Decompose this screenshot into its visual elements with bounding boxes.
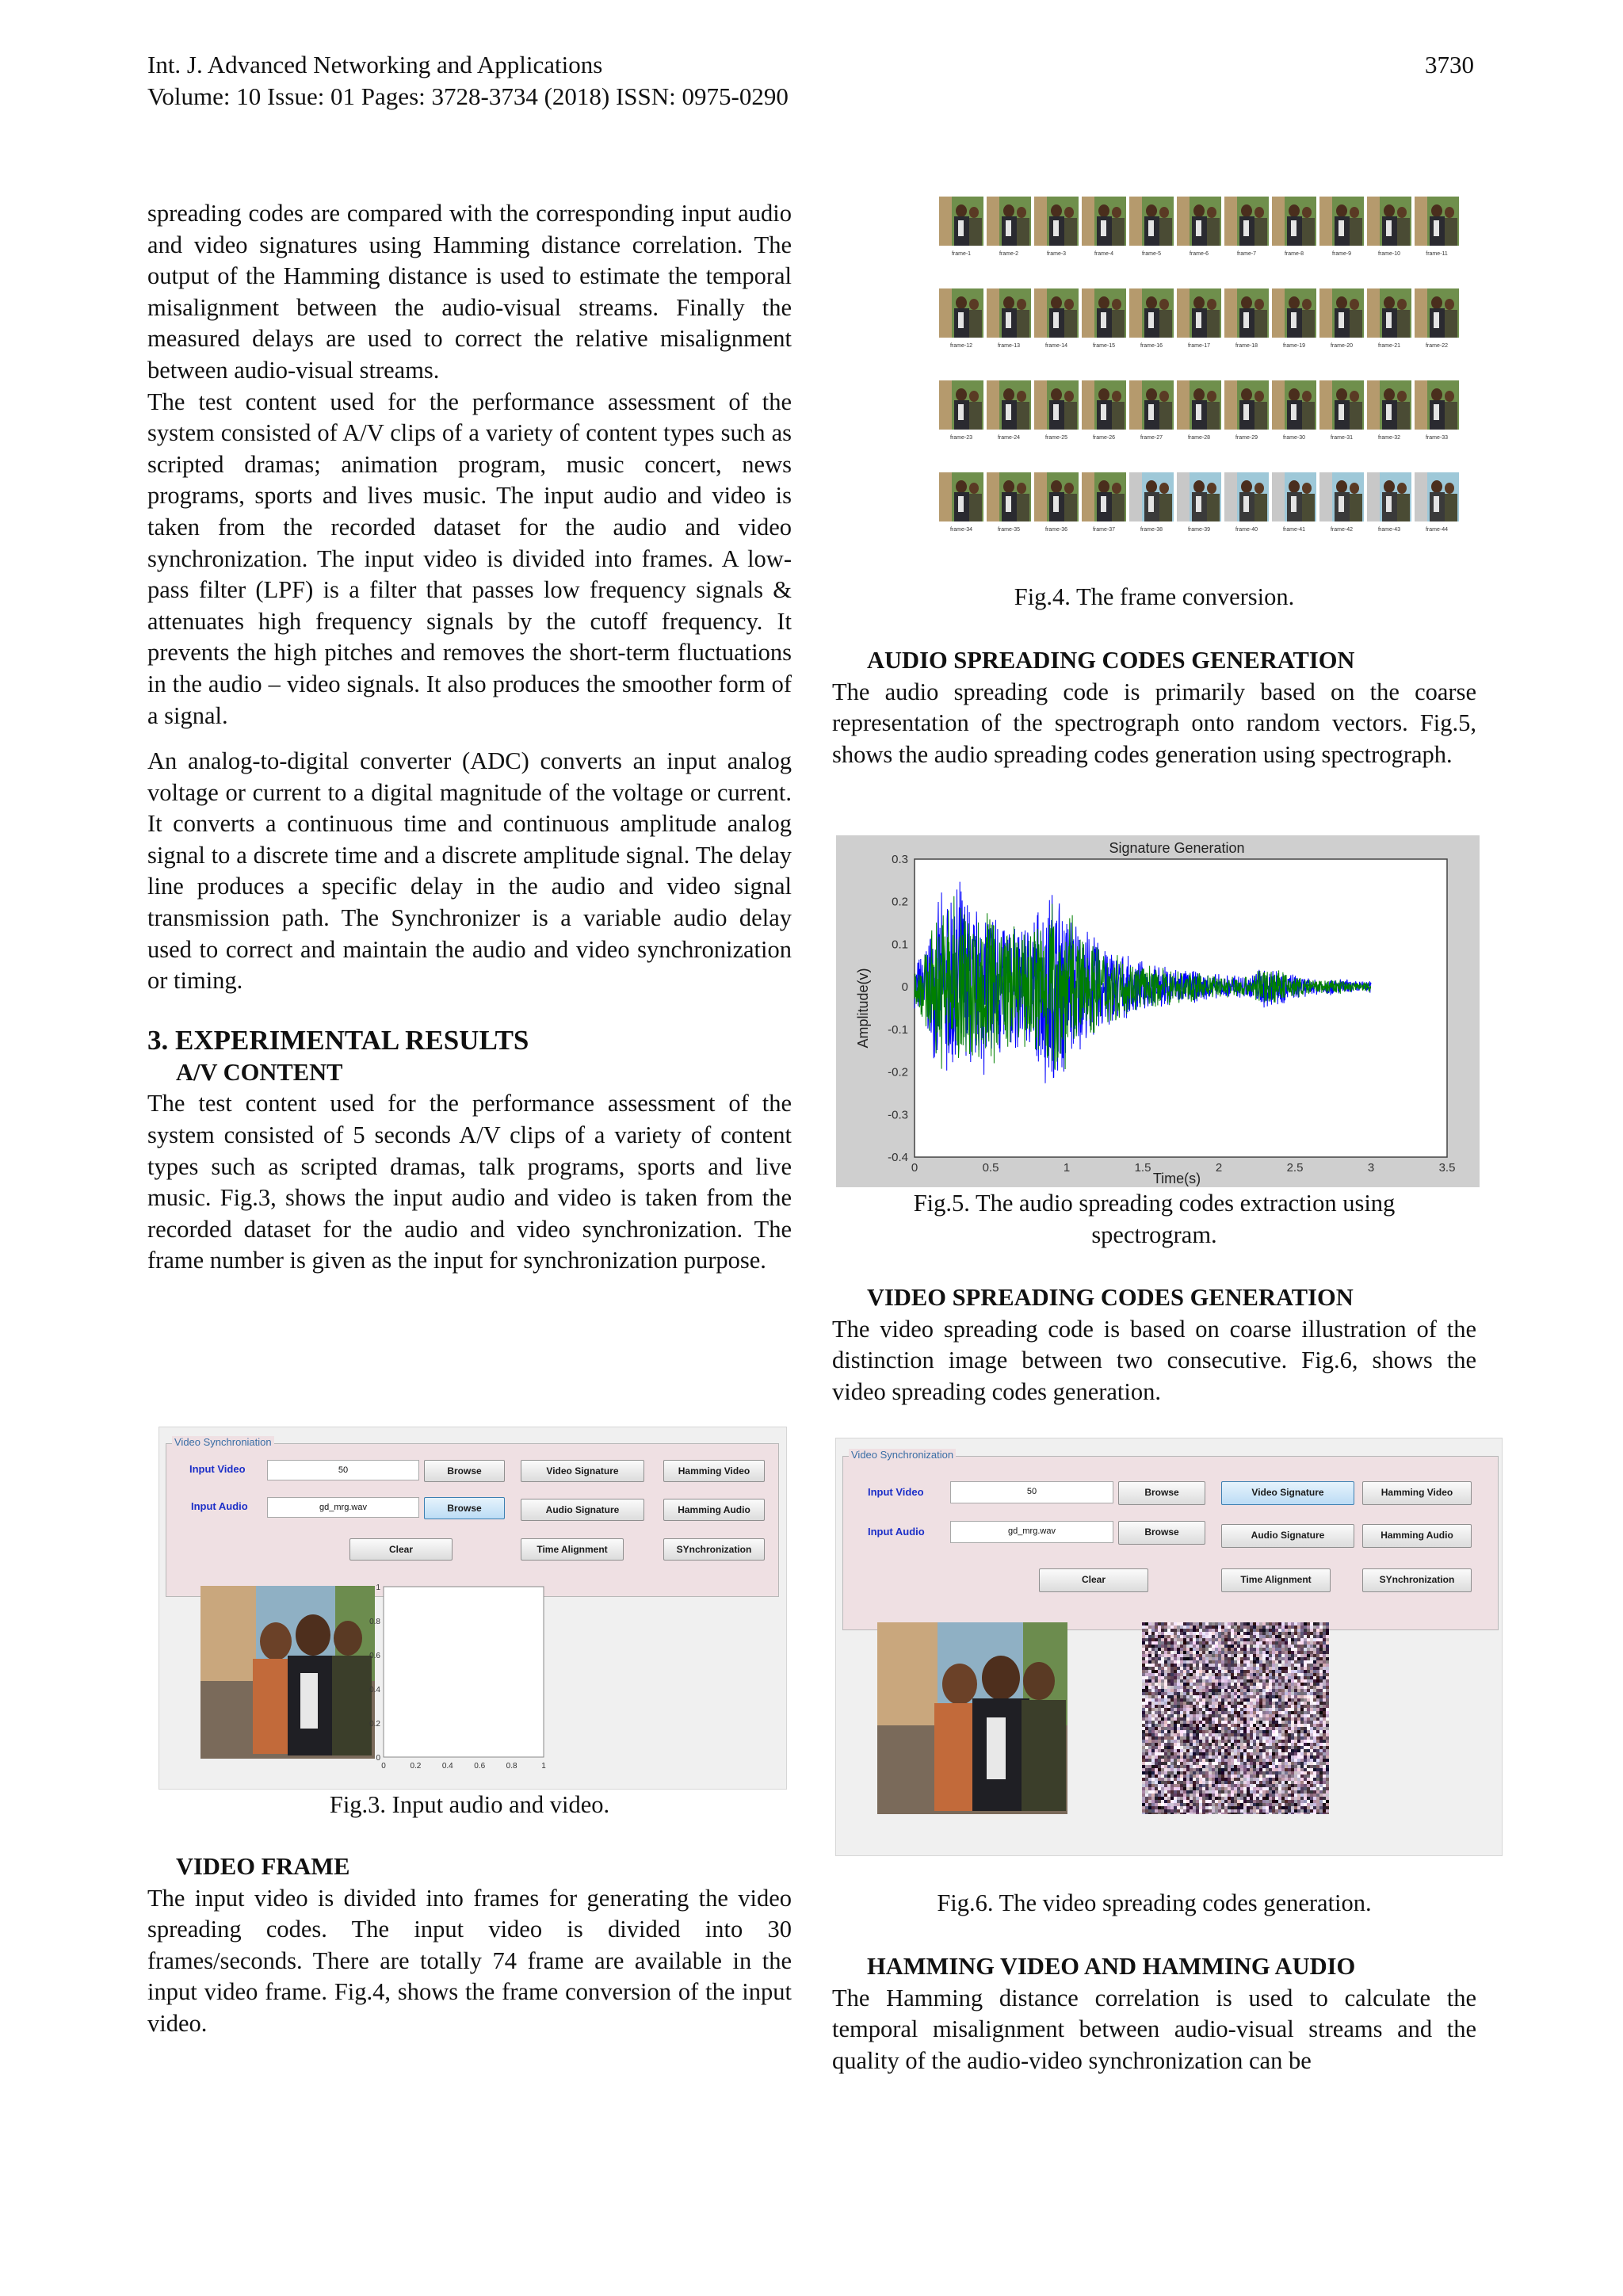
frame-image — [1034, 197, 1079, 246]
frame-label: frame-14 — [1044, 343, 1067, 349]
frame-label: frame-40 — [1235, 527, 1258, 533]
input-video-label: Input Video — [868, 1486, 924, 1498]
video-still-image — [877, 1622, 1067, 1814]
frame-thumbnail — [1224, 288, 1269, 349]
frame-image — [1224, 197, 1269, 246]
frame-image — [1082, 472, 1126, 521]
subsection-heading: A/V CONTENT — [176, 1058, 343, 1086]
frame-thumbnail — [1177, 197, 1221, 257]
frame-image — [1034, 380, 1079, 430]
frame-thumbnail — [1034, 380, 1079, 441]
frame-thumbnail — [1415, 197, 1459, 257]
browse-video-button[interactable]: Browse — [1118, 1481, 1205, 1505]
frame-label: frame-8 — [1284, 251, 1304, 257]
paragraph: The Hamming distance correlation is used to calculate the temporal misalignment between audio-visual streams and the quality of the audio-video synchronization can be — [832, 1984, 1476, 2074]
frame-label: frame-25 — [1044, 435, 1067, 441]
frame-image — [1177, 197, 1221, 246]
y-tick-label: 0.2 — [892, 895, 908, 909]
frame-thumbnail — [1319, 472, 1364, 533]
frame-image — [1034, 472, 1079, 521]
x-tick-label: 2.5 — [1286, 1161, 1304, 1175]
y-tick-label: 0.1 — [892, 938, 908, 952]
y-tick-label: 0.6 — [369, 1652, 380, 1660]
hamming-audio-button[interactable]: Hamming Audio — [663, 1499, 765, 1521]
frame-thumbnail — [939, 197, 983, 257]
figure-5-caption-line1: Fig.5. The audio spreading codes extraction using — [913, 1190, 1396, 1217]
right-column-video — [832, 1282, 1476, 1408]
paragraph: The input video is divided into frames for generating the video spreading codes. The input video is divided into 30 frames/seconds. There are totally 74 frame are available in the input video frame. Fig.4, shows the frame conversion of the input video. — [147, 1884, 792, 2037]
x-tick-label: 3 — [1367, 1161, 1375, 1175]
right-column-audio — [832, 645, 1476, 770]
frame-label: frame-43 — [1377, 527, 1400, 533]
frame-thumbnail — [1319, 380, 1364, 441]
frame-label: frame-22 — [1425, 343, 1448, 349]
frame-thumbnail — [1367, 472, 1411, 533]
frame-label: frame-2 — [999, 251, 1019, 257]
frame-label: frame-34 — [949, 527, 972, 533]
frame-image — [939, 288, 983, 338]
subsection-heading: VIDEO FRAME — [176, 1853, 350, 1880]
frame-thumbnail — [1177, 288, 1221, 349]
frame-label: frame-17 — [1187, 343, 1210, 349]
hamming-audio-button[interactable]: Hamming Audio — [1362, 1524, 1472, 1548]
frame-thumbnail — [987, 472, 1031, 533]
frame-label: frame-19 — [1282, 343, 1305, 349]
frame-image — [1367, 288, 1411, 338]
frame-label: frame-24 — [997, 435, 1020, 441]
x-tick-label: 1 — [1063, 1161, 1071, 1175]
input-audio-label: Input Audio — [191, 1500, 248, 1512]
frame-image — [1272, 288, 1316, 338]
frame-label: frame-1 — [951, 251, 972, 257]
frame-image — [1082, 197, 1126, 246]
frame-image — [1415, 288, 1459, 338]
frame-label: frame-41 — [1282, 527, 1305, 533]
frame-thumbnail — [1177, 380, 1221, 441]
frame-label: frame-31 — [1330, 435, 1353, 441]
figure-3-caption: Fig.3. Input audio and video. — [329, 1791, 610, 1818]
frame-thumbnail — [1367, 380, 1411, 441]
frame-label: frame-7 — [1236, 251, 1257, 257]
frame-thumbnail — [1272, 197, 1316, 257]
frame-thumbnail — [1034, 288, 1079, 349]
input-audio-label: Input Audio — [868, 1526, 925, 1538]
hamming-video-button[interactable]: Hamming Video — [663, 1460, 765, 1482]
page-number: 3730 — [1425, 51, 1474, 78]
frame-label: frame-16 — [1140, 343, 1163, 349]
x-tick-label: 2 — [1215, 1161, 1223, 1175]
x-tick-label: 0.4 — [441, 1762, 453, 1771]
video-still-image — [200, 1586, 375, 1759]
frame-label: frame-12 — [949, 343, 972, 349]
paragraph: An analog-to-digital converter (ADC) converts an input analog voltage or current to a digital magnitude of the voltage or current. It converts a continuous time and continuous amplitude analog signal to a discrete time and a discrete amplitude signal. The delay line produces a specific delay in the audio and video signal transmission path. The Synchronizer is a variable audio delay used to correct and maintain the audio and video synchronization or timing. — [147, 747, 792, 995]
y-tick-label: 0.8 — [369, 1618, 380, 1626]
subsection-heading: AUDIO SPREADING CODES GENERATION — [867, 647, 1355, 674]
figure-6-caption: Fig.6. The video spreading codes generation. — [937, 1889, 1372, 1916]
frame-label: frame-15 — [1092, 343, 1115, 349]
frame-image — [1082, 380, 1126, 430]
paragraph: spreading codes are compared with the corresponding input audio and video signatures using Hamming distance correlation. The output of the Hamming distance is used to estimate the temporal misalignment between the audio-visual streams. Finally the measured delays are used to correct the relative misalignment between audio-visual streams. — [147, 200, 792, 384]
frame-thumbnail — [1224, 380, 1269, 441]
figure-4-frame-grid — [939, 197, 1462, 553]
x-axis-label: Time(s) — [1152, 1171, 1201, 1186]
input-audio-field[interactable]: gd_mrg.wav — [267, 1497, 419, 1518]
frame-thumbnail — [1224, 472, 1269, 533]
frame-image — [939, 380, 983, 430]
frame-thumbnail — [987, 288, 1031, 349]
left-column — [147, 198, 792, 1277]
frame-thumbnail — [1224, 197, 1269, 257]
frame-label: frame-13 — [997, 343, 1020, 349]
frame-image — [1319, 197, 1364, 246]
figure-6-gui — [835, 1438, 1503, 1856]
audio-signature-button[interactable]: Audio Signature — [1221, 1524, 1354, 1548]
frame-thumbnail — [1034, 472, 1079, 533]
y-tick-label: 0 — [901, 980, 908, 995]
frame-image — [1367, 472, 1411, 521]
frame-image — [1272, 380, 1316, 430]
frame-thumbnail — [1129, 380, 1174, 441]
frame-image — [1415, 380, 1459, 430]
frame-thumbnail — [1034, 197, 1079, 257]
frame-label: frame-30 — [1282, 435, 1305, 441]
frame-label: frame-33 — [1425, 435, 1448, 441]
frame-image — [1272, 472, 1316, 521]
x-tick-label: 0.8 — [506, 1762, 517, 1771]
frame-thumbnail — [939, 472, 983, 533]
synchronization-button[interactable]: SYnchronization — [1362, 1568, 1472, 1592]
frame-image — [987, 288, 1031, 338]
left-column-lower — [147, 1851, 792, 2040]
journal-title: Int. J. Advanced Networking and Applications — [147, 51, 603, 78]
frame-label: frame-44 — [1425, 527, 1448, 533]
frame-thumbnail — [1319, 288, 1364, 349]
frame-label: frame-29 — [1235, 435, 1258, 441]
time-alignment-button[interactable]: Time Alignment — [1221, 1568, 1331, 1592]
frame-thumbnail — [1415, 380, 1459, 441]
browse-audio-button[interactable]: Browse — [424, 1497, 505, 1519]
frame-image — [1129, 472, 1174, 521]
frame-image — [987, 197, 1031, 246]
x-tick-label: 1.5 — [1134, 1161, 1151, 1175]
x-tick-label: 0.6 — [474, 1762, 486, 1771]
video-signature-button[interactable]: Video Signature — [1221, 1481, 1354, 1505]
frame-thumbnail — [1319, 197, 1364, 257]
frame-label: frame-5 — [1141, 251, 1162, 257]
frame-thumbnail — [1367, 288, 1411, 349]
input-video-label: Input Video — [189, 1463, 246, 1475]
y-tick-label: 1 — [376, 1584, 380, 1592]
frame-label: frame-10 — [1377, 251, 1400, 257]
x-tick-label: 0.2 — [410, 1762, 422, 1771]
paragraph: The audio spreading code is primarily based on the coarse representation of the spectrograph onto random vectors. Fig.5, shows the audio spreading codes generation using spectrograph. — [832, 678, 1476, 768]
audio-signature-button[interactable]: Audio Signature — [521, 1499, 644, 1521]
frame-image — [1367, 197, 1411, 246]
y-tick-label: 0 — [376, 1754, 380, 1763]
frame-label: frame-37 — [1092, 527, 1115, 533]
subsection-heading: HAMMING VIDEO AND HAMMING AUDIO — [867, 1953, 1356, 1980]
frame-thumbnail — [1177, 472, 1221, 533]
section-heading: 3. EXPERIMENTAL RESULTS — [147, 1024, 529, 1056]
frame-image — [1177, 380, 1221, 430]
y-axis-label: Amplitude(v) — [855, 968, 871, 1049]
frame-label: frame-35 — [997, 527, 1020, 533]
frame-image — [1082, 288, 1126, 338]
y-tick-label: 0.4 — [369, 1686, 380, 1694]
input-video-field[interactable]: 50 — [267, 1460, 419, 1480]
frame-thumbnail — [1367, 197, 1411, 257]
frame-label: frame-4 — [1094, 251, 1114, 257]
paragraph: The video spreading code is based on coarse illustration of the distinction image between two consecutive. Fig.6, shows the video spreading codes generation. — [832, 1315, 1476, 1405]
synchronization-button[interactable]: SYnchronization — [663, 1538, 765, 1561]
frame-image — [987, 380, 1031, 430]
video-spreading-code-noise-image — [1142, 1622, 1329, 1814]
frame-thumbnail — [1082, 197, 1126, 257]
figure-3-gui — [158, 1427, 787, 1790]
frame-label: frame-27 — [1140, 435, 1163, 441]
frame-label: frame-39 — [1187, 527, 1210, 533]
frame-thumbnail — [1082, 472, 1126, 533]
subsection-heading: VIDEO SPREADING CODES GENERATION — [867, 1284, 1354, 1311]
frame-label: frame-23 — [949, 435, 972, 441]
x-tick-label: 1 — [541, 1762, 546, 1771]
frame-thumbnail — [1415, 288, 1459, 349]
frame-label: frame-26 — [1092, 435, 1115, 441]
figure-4-caption: Fig.4. The frame conversion. — [1014, 583, 1295, 610]
frame-label: frame-9 — [1331, 251, 1352, 257]
y-tick-label: -0.4 — [888, 1151, 908, 1164]
time-alignment-button[interactable]: Time Alignment — [521, 1538, 624, 1561]
y-tick-label: -0.3 — [888, 1108, 908, 1122]
frame-thumbnail — [939, 380, 983, 441]
frame-thumbnail — [1272, 380, 1316, 441]
frame-image — [1319, 472, 1364, 521]
frame-image — [1367, 380, 1411, 430]
frame-thumbnail — [987, 380, 1031, 441]
frame-thumbnail — [987, 197, 1031, 257]
frame-label: frame-36 — [1044, 527, 1067, 533]
y-tick-label: -0.2 — [888, 1065, 908, 1079]
clear-button[interactable]: Clear — [1039, 1568, 1148, 1592]
figure-5-caption-line2: spectrogram. — [1091, 1221, 1217, 1248]
paragraph: The test content used for the performance assessment of the system consisted of A/V clips of a variety of content types such as scripted dramas; animation program, music concert, news programs, sports and lives music. The input audio and video is taken from the recorded dataset for the audio and video synchronization. The input video is divided into frames. A low-pass filter (LPF) is a filter that passes low frequency signals & attenuates high frequency signals by the cutoff frequency. It prevents the high pitches and removes the short-term fluctuations in the audio – video signals. It also produces the smoother form of a signal. — [147, 388, 792, 729]
frame-image — [1177, 472, 1221, 521]
frame-label: frame-42 — [1330, 527, 1353, 533]
video-signature-button[interactable]: Video Signature — [521, 1460, 644, 1482]
frame-thumbnail — [1082, 380, 1126, 441]
frame-label: frame-20 — [1330, 343, 1353, 349]
frame-image — [939, 472, 983, 521]
frame-image — [1224, 288, 1269, 338]
paragraph: The test content used for the performance assessment of the system consisted of 5 seconds A/V clips of a variety of content types such as scripted dramas, talk programs, sports and live music. Fig.3, shows the input audio and video is taken from the recorded dataset for the audio and video synchronization. The frame number is given as the input for synchronization purpose. — [147, 1090, 792, 1274]
frame-thumbnail — [1129, 472, 1174, 533]
input-video-field[interactable]: 50 — [950, 1481, 1113, 1503]
frame-image — [1034, 288, 1079, 338]
empty-axes-plot — [365, 1583, 556, 1781]
frame-label: frame-11 — [1426, 251, 1448, 257]
frame-image — [1319, 288, 1364, 338]
frame-thumbnail — [1082, 288, 1126, 349]
frame-image — [987, 472, 1031, 521]
input-audio-field[interactable]: gd_mrg.wav — [950, 1521, 1113, 1543]
group-title: Video Synchroniation — [172, 1436, 274, 1448]
frame-thumbnail — [1272, 288, 1316, 349]
x-tick-label: 0 — [911, 1161, 918, 1175]
frame-image — [1272, 197, 1316, 246]
frame-thumbnail — [1129, 197, 1174, 257]
frame-image — [1224, 380, 1269, 430]
frame-image — [1415, 197, 1459, 246]
right-column-hamming — [832, 1951, 1476, 2076]
x-tick-label: 0 — [381, 1762, 386, 1771]
frame-image — [939, 197, 983, 246]
browse-audio-button[interactable]: Browse — [1118, 1521, 1205, 1545]
frame-image — [1129, 197, 1174, 246]
frame-image — [1319, 380, 1364, 430]
group-title: Video Synchronization — [849, 1449, 956, 1461]
figure-5-signature-chart — [836, 835, 1480, 1187]
frame-image — [1415, 472, 1459, 521]
y-tick-label: -0.1 — [888, 1022, 908, 1037]
frame-label: frame-18 — [1235, 343, 1258, 349]
frame-label: frame-28 — [1187, 435, 1210, 441]
x-tick-label: 3.5 — [1438, 1161, 1456, 1175]
frame-image — [1129, 380, 1174, 430]
frame-thumbnail — [1415, 472, 1459, 533]
volume-info: Volume: 10 Issue: 01 Pages: 3728-3734 (2018) ISSN: 0975-0290 — [147, 82, 789, 110]
frame-image — [1177, 288, 1221, 338]
y-tick-label: 0.2 — [369, 1720, 380, 1729]
browse-video-button[interactable]: Browse — [424, 1460, 505, 1482]
x-tick-label: 0.5 — [982, 1161, 999, 1175]
chart-title: Signature Generation — [1109, 840, 1245, 856]
frame-thumbnail — [1129, 288, 1174, 349]
frame-image — [1129, 288, 1174, 338]
frame-label: frame-38 — [1140, 527, 1163, 533]
clear-button[interactable]: Clear — [349, 1538, 453, 1561]
frame-label: frame-32 — [1377, 435, 1400, 441]
frame-image — [1224, 472, 1269, 521]
frame-thumbnail — [1272, 472, 1316, 533]
frame-thumbnail — [939, 288, 983, 349]
frame-label: frame-6 — [1189, 251, 1209, 257]
hamming-video-button[interactable]: Hamming Video — [1362, 1481, 1472, 1505]
frame-label: frame-3 — [1046, 251, 1067, 257]
y-tick-label: 0.3 — [892, 853, 908, 866]
frame-label: frame-21 — [1377, 343, 1400, 349]
